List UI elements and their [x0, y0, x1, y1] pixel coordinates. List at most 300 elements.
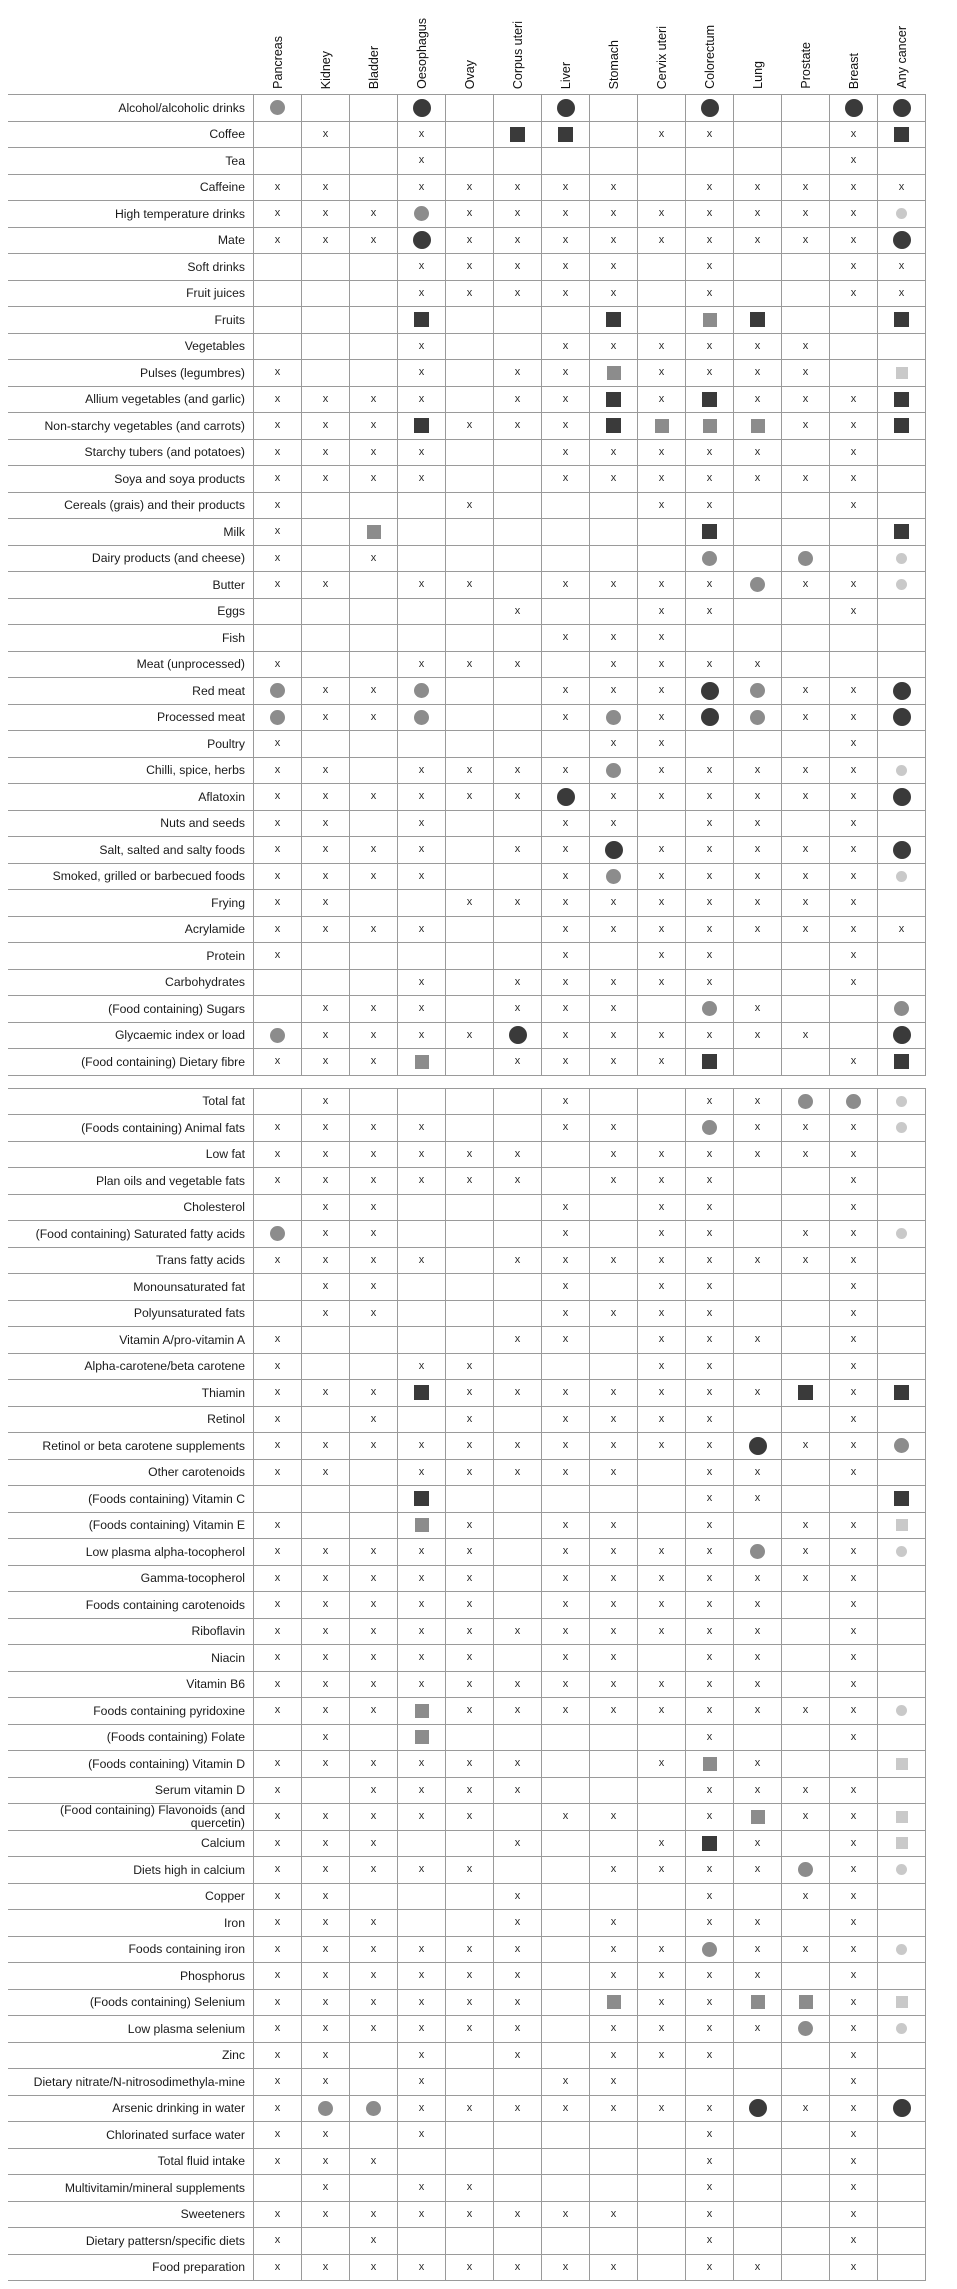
matrix-cell	[494, 1089, 542, 1116]
matrix-cell	[686, 1023, 734, 1050]
row-label: Copper	[8, 1884, 254, 1911]
matrix-cell	[398, 625, 446, 652]
matrix-cell	[686, 307, 734, 334]
x-mark: x	[562, 1333, 569, 1346]
matrix-cell	[302, 2069, 350, 2096]
matrix-row	[8, 228, 926, 255]
matrix-cell	[686, 2069, 734, 2096]
matrix-cell	[302, 1698, 350, 1725]
matrix-cell	[878, 784, 926, 811]
x-mark: x	[274, 233, 281, 246]
x-mark: x	[466, 1147, 473, 1160]
x-mark: x	[850, 1333, 857, 1346]
matrix-cell	[302, 758, 350, 785]
matrix-cell	[302, 1115, 350, 1142]
matrix-cell	[590, 254, 638, 281]
matrix-cell	[494, 1884, 542, 1911]
x-mark: x	[370, 233, 377, 246]
matrix-cell	[638, 466, 686, 493]
matrix-row	[8, 970, 926, 997]
matrix-cell	[302, 1380, 350, 1407]
matrix-cell	[686, 1327, 734, 1354]
matrix-cell	[254, 493, 302, 520]
matrix-cell	[638, 1248, 686, 1275]
matrix-cell	[734, 1168, 782, 1195]
matrix-cell	[686, 1380, 734, 1407]
row-label: Dairy products (and cheese)	[8, 546, 254, 573]
matrix-cell	[542, 652, 590, 679]
matrix-cell	[878, 1990, 926, 2017]
matrix-cell	[782, 1023, 830, 1050]
matrix-cell	[878, 1513, 926, 1540]
matrix-cell	[494, 387, 542, 414]
x-mark: x	[754, 790, 761, 803]
matrix-cell	[590, 1672, 638, 1699]
gray-circle-icon	[270, 1226, 285, 1241]
matrix-cell	[686, 1354, 734, 1381]
x-mark: x	[802, 1439, 809, 1452]
matrix-cell	[782, 1327, 830, 1354]
row-label: Eggs	[8, 599, 254, 626]
matrix-cell	[638, 970, 686, 997]
x-mark: x	[274, 896, 281, 909]
matrix-row	[8, 1460, 926, 1487]
matrix-cell	[686, 413, 734, 440]
x-mark: x	[658, 1704, 665, 1717]
matrix-cell	[542, 2255, 590, 2282]
matrix-cell	[254, 2122, 302, 2149]
x-mark: x	[562, 339, 569, 352]
x-mark: x	[898, 260, 905, 273]
x-mark: x	[418, 127, 425, 140]
matrix-cell	[734, 837, 782, 864]
x-mark: x	[610, 1412, 617, 1425]
matrix-cell	[734, 2228, 782, 2255]
matrix-row	[8, 652, 926, 679]
row-label: Protein	[8, 943, 254, 970]
dark-square-icon	[558, 127, 573, 142]
x-mark: x	[706, 2234, 713, 2247]
matrix-cell	[686, 148, 734, 175]
x-mark: x	[658, 1598, 665, 1611]
matrix-cell	[830, 1089, 878, 1116]
matrix-cell	[830, 1327, 878, 1354]
x-mark: x	[274, 2022, 281, 2035]
x-mark: x	[562, 1465, 569, 1478]
matrix-cell	[398, 1751, 446, 1778]
matrix-cell	[590, 758, 638, 785]
matrix-cell	[638, 1115, 686, 1142]
matrix-cell	[734, 1049, 782, 1076]
dark-square-icon	[702, 524, 717, 539]
x-mark: x	[322, 843, 329, 856]
matrix-cell	[254, 758, 302, 785]
matrix-cell	[254, 2228, 302, 2255]
matrix-cell	[638, 678, 686, 705]
x-mark: x	[610, 1571, 617, 1584]
x-mark: x	[658, 949, 665, 962]
x-mark: x	[850, 2207, 857, 2220]
matrix-cell	[446, 440, 494, 467]
matrix-cell	[734, 2122, 782, 2149]
matrix-cell	[878, 466, 926, 493]
x-mark: x	[370, 843, 377, 856]
x-mark: x	[370, 1677, 377, 1690]
matrix-cell	[254, 2016, 302, 2043]
matrix-cell	[878, 1142, 926, 1169]
matrix-cell	[686, 1645, 734, 1672]
matrix-cell	[878, 440, 926, 467]
matrix-cell	[494, 1301, 542, 1328]
x-mark: x	[610, 1147, 617, 1160]
matrix-cell	[542, 1168, 590, 1195]
x-mark: x	[274, 445, 281, 458]
x-mark: x	[610, 1174, 617, 1187]
matrix-cell	[350, 652, 398, 679]
matrix-cell	[398, 2096, 446, 2123]
x-mark: x	[418, 1995, 425, 2008]
matrix-cell	[542, 1221, 590, 1248]
matrix-row	[8, 1407, 926, 1434]
matrix-cell	[446, 2175, 494, 2202]
row-label: Total fat	[8, 1089, 254, 1116]
matrix-cell	[686, 1115, 734, 1142]
x-mark: x	[562, 1002, 569, 1015]
matrix-cell	[350, 2228, 398, 2255]
x-mark: x	[802, 922, 809, 935]
matrix-row	[8, 1486, 926, 1513]
matrix-row	[8, 1990, 926, 2017]
column-header-label: Breast	[846, 52, 861, 89]
matrix-cell	[446, 307, 494, 334]
matrix-row	[8, 2096, 926, 2123]
matrix-cell	[542, 519, 590, 546]
dark-circle-icon	[749, 2099, 767, 2117]
matrix-cell	[830, 625, 878, 652]
matrix-cell	[350, 307, 398, 334]
matrix-cell	[782, 811, 830, 838]
x-mark: x	[802, 578, 809, 591]
row-label: Vitamin B6	[8, 1672, 254, 1699]
matrix-cell	[590, 1592, 638, 1619]
x-mark: x	[754, 180, 761, 193]
matrix-cell	[638, 864, 686, 891]
x-mark: x	[658, 1306, 665, 1319]
matrix-cell	[398, 546, 446, 573]
row-label: Foods containing carotenoids	[8, 1592, 254, 1619]
x-mark: x	[754, 1651, 761, 1664]
gray-square-icon	[655, 419, 669, 433]
x-mark: x	[370, 1028, 377, 1041]
row-label: Serum vitamin D	[8, 1778, 254, 1805]
matrix-cell	[878, 413, 926, 440]
matrix-cell	[398, 413, 446, 440]
matrix-cell	[878, 2202, 926, 2229]
x-mark: x	[658, 1200, 665, 1213]
x-mark: x	[370, 1253, 377, 1266]
matrix-cell	[350, 837, 398, 864]
x-mark: x	[322, 2075, 329, 2088]
matrix-row	[8, 1963, 926, 1990]
dark-square-icon	[894, 392, 909, 407]
matrix-cell	[542, 148, 590, 175]
matrix-cell	[830, 1486, 878, 1513]
matrix-cell	[686, 1539, 734, 1566]
x-mark: x	[418, 286, 425, 299]
matrix-cell	[686, 1221, 734, 1248]
gray-square-icon	[415, 1518, 429, 1532]
matrix-cell	[782, 1195, 830, 1222]
matrix-cell	[446, 1884, 494, 1911]
x-mark: x	[514, 1055, 521, 1068]
x-mark: x	[370, 1439, 377, 1452]
matrix-cell	[254, 1698, 302, 1725]
matrix-cell	[590, 387, 638, 414]
matrix-cell	[638, 228, 686, 255]
matrix-cell	[734, 890, 782, 917]
row-label: Cholesterol	[8, 1195, 254, 1222]
x-mark: x	[610, 975, 617, 988]
matrix-cell	[830, 2069, 878, 2096]
matrix-cell	[494, 2149, 542, 2176]
matrix-cell	[302, 1513, 350, 1540]
matrix-cell	[590, 890, 638, 917]
matrix-cell	[350, 201, 398, 228]
x-mark: x	[610, 339, 617, 352]
matrix-cell	[494, 2255, 542, 2282]
matrix-cell	[686, 175, 734, 202]
matrix-cell	[446, 122, 494, 149]
x-mark: x	[274, 790, 281, 803]
x-mark: x	[322, 1174, 329, 1187]
x-mark: x	[754, 1094, 761, 1107]
x-mark: x	[370, 472, 377, 485]
matrix-cell	[638, 360, 686, 387]
x-mark: x	[610, 737, 617, 750]
row-label: Low fat	[8, 1142, 254, 1169]
matrix-cell	[686, 519, 734, 546]
matrix-cell	[782, 678, 830, 705]
x-mark: x	[322, 2181, 329, 2194]
x-mark: x	[514, 2048, 521, 2061]
matrix-row	[8, 1513, 926, 1540]
row-label: Nuts and seeds	[8, 811, 254, 838]
matrix-cell	[254, 1115, 302, 1142]
matrix-cell	[590, 1778, 638, 1805]
x-mark: x	[274, 1916, 281, 1929]
x-mark: x	[370, 684, 377, 697]
matrix-cell	[590, 1115, 638, 1142]
matrix-cell	[254, 2069, 302, 2096]
x-mark: x	[754, 1571, 761, 1584]
matrix-cell	[782, 572, 830, 599]
x-mark: x	[274, 1518, 281, 1531]
x-mark: x	[658, 498, 665, 511]
matrix-cell	[302, 1168, 350, 1195]
matrix-cell	[638, 1433, 686, 1460]
matrix-cell	[734, 2016, 782, 2043]
x-mark: x	[658, 2048, 665, 2061]
matrix-cell	[350, 1460, 398, 1487]
matrix-cell	[830, 493, 878, 520]
x-mark: x	[706, 1916, 713, 1929]
x-mark: x	[418, 260, 425, 273]
x-mark: x	[274, 2260, 281, 2273]
dark-circle-icon	[893, 99, 911, 117]
x-mark: x	[562, 1704, 569, 1717]
matrix-cell	[302, 1301, 350, 1328]
matrix-cell	[302, 1778, 350, 1805]
x-mark: x	[514, 843, 521, 856]
matrix-cell	[302, 890, 350, 917]
matrix-cell	[398, 493, 446, 520]
x-mark: x	[274, 2128, 281, 2141]
matrix-cell	[686, 1857, 734, 1884]
x-mark: x	[706, 1677, 713, 1690]
x-mark: x	[850, 1412, 857, 1425]
row-label: Low plasma alpha-tocopherol	[8, 1539, 254, 1566]
x-mark: x	[850, 472, 857, 485]
matrix-cell	[446, 1990, 494, 2017]
x-mark: x	[802, 233, 809, 246]
matrix-cell	[830, 1539, 878, 1566]
column-header	[494, 0, 542, 94]
matrix-cell	[542, 970, 590, 997]
matrix-cell	[686, 1274, 734, 1301]
matrix-cell	[542, 784, 590, 811]
x-mark: x	[418, 1439, 425, 1452]
matrix-cell	[350, 1804, 398, 1831]
matrix-cell	[398, 572, 446, 599]
matrix-cell	[590, 2122, 638, 2149]
x-mark: x	[562, 1598, 569, 1611]
x-mark: x	[850, 816, 857, 829]
matrix-cell	[302, 1195, 350, 1222]
matrix-cell	[446, 1645, 494, 1672]
matrix-cell	[590, 2016, 638, 2043]
light-square-icon	[896, 1758, 908, 1770]
x-mark: x	[658, 684, 665, 697]
matrix-cell	[638, 890, 686, 917]
x-mark: x	[658, 366, 665, 379]
x-mark: x	[370, 1757, 377, 1770]
x-mark: x	[706, 2048, 713, 2061]
matrix-cell	[302, 493, 350, 520]
x-mark: x	[274, 419, 281, 432]
matrix-cell	[446, 1592, 494, 1619]
matrix-cell	[350, 1539, 398, 1566]
x-mark: x	[418, 816, 425, 829]
x-mark: x	[850, 684, 857, 697]
matrix-cell	[686, 254, 734, 281]
x-mark: x	[322, 1545, 329, 1558]
x-mark: x	[850, 1359, 857, 1372]
matrix-cell	[782, 2202, 830, 2229]
matrix-cell	[782, 1831, 830, 1858]
dark-circle-icon	[413, 231, 431, 249]
matrix-cell	[878, 1301, 926, 1328]
x-mark: x	[370, 1306, 377, 1319]
matrix-cell	[638, 2202, 686, 2229]
dark-square-icon	[894, 312, 909, 327]
x-mark: x	[850, 1200, 857, 1213]
matrix-cell	[398, 1407, 446, 1434]
matrix-cell	[494, 1725, 542, 1752]
matrix-cell	[638, 784, 686, 811]
light-circle-icon	[896, 1122, 907, 1133]
matrix-cell	[542, 1725, 590, 1752]
x-mark: x	[610, 207, 617, 220]
matrix-cell	[542, 705, 590, 732]
x-mark: x	[466, 1783, 473, 1796]
matrix-cell	[590, 1380, 638, 1407]
x-mark: x	[274, 869, 281, 882]
matrix-cell	[878, 837, 926, 864]
matrix-cell	[590, 519, 638, 546]
matrix-cell	[542, 1248, 590, 1275]
dark-square-icon	[894, 524, 909, 539]
matrix-cell	[398, 837, 446, 864]
x-mark: x	[850, 286, 857, 299]
matrix-cell	[686, 546, 734, 573]
matrix-cell	[446, 1327, 494, 1354]
matrix-cell	[878, 1751, 926, 1778]
x-mark: x	[706, 1545, 713, 1558]
x-mark: x	[322, 1624, 329, 1637]
x-mark: x	[370, 790, 377, 803]
matrix-cell	[878, 1539, 926, 1566]
matrix-cell	[302, 2255, 350, 2282]
matrix-cell	[398, 996, 446, 1023]
column-header	[398, 0, 446, 94]
matrix-cell	[350, 731, 398, 758]
matrix-cell	[398, 519, 446, 546]
matrix-cell	[302, 307, 350, 334]
matrix-cell	[542, 1751, 590, 1778]
matrix-cell	[542, 1672, 590, 1699]
matrix-cell	[590, 599, 638, 626]
column-header	[878, 0, 926, 94]
x-mark: x	[802, 1253, 809, 1266]
matrix-cell	[830, 1407, 878, 1434]
x-mark: x	[322, 1942, 329, 1955]
x-mark: x	[370, 1147, 377, 1160]
matrix-cell	[446, 1168, 494, 1195]
matrix-cell	[350, 917, 398, 944]
matrix-cell	[350, 1592, 398, 1619]
matrix-cell	[638, 1354, 686, 1381]
x-mark: x	[274, 922, 281, 935]
x-mark: x	[850, 233, 857, 246]
x-mark: x	[562, 631, 569, 644]
matrix-cell	[638, 1619, 686, 1646]
x-mark: x	[610, 2022, 617, 2035]
row-label: Diets high in calcium	[8, 1857, 254, 1884]
gray-square-icon	[415, 1730, 429, 1744]
x-mark: x	[850, 419, 857, 432]
matrix-cell	[686, 1089, 734, 1116]
x-mark: x	[322, 2048, 329, 2061]
matrix-cell	[734, 1990, 782, 2017]
matrix-cell	[254, 705, 302, 732]
x-mark: x	[754, 1598, 761, 1611]
light-circle-icon	[896, 1864, 907, 1875]
matrix-cell	[350, 1248, 398, 1275]
x-mark: x	[466, 233, 473, 246]
matrix-cell	[590, 705, 638, 732]
x-mark: x	[850, 392, 857, 405]
x-mark: x	[274, 1598, 281, 1611]
